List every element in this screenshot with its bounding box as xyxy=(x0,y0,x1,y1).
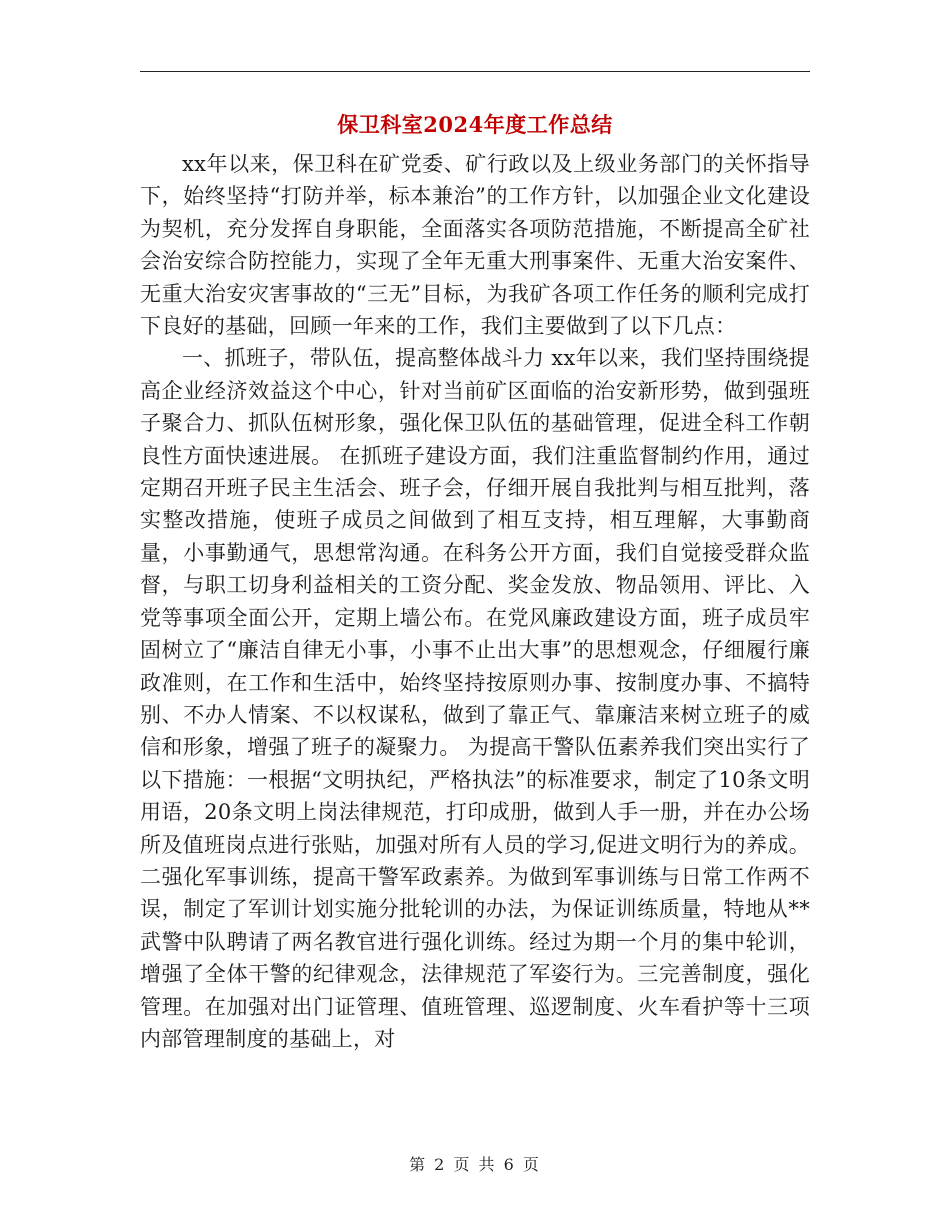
document-title: 保卫科室2024年度工作总结 xyxy=(337,112,613,137)
page-number: 第 2 页 共 6 页 xyxy=(409,1155,541,1174)
header-rule xyxy=(140,71,810,72)
paragraph-section-one: 一、抓班子，带队伍，提高整体战斗力 xx年以来，我们坚持围绕提高企业经济效益这个中心，针对当前矿区面临的治安新形势，做到强班子聚合力、抓队伍树形象，强化保卫队伍的基础管理，促进全科工作朝良性方面快速进展。 在抓班子建设方面，我们注重监督制约作用，通过定期召开班子民主生活会、班子会，仔细开展自我批判与相互批判，落实整改措施，使班子成员之间做到了相互支持，相互理解，大事勤商量，小事勤通气，思想常沟通。在科务公开方面，我们自觉接受群众监督，与职工切身利益相关的工资分配、奖金发放、物品领用、评比、入党等事项全面公开，定期上墙公布。在党风廉政建设方面，班子成员牢固树立了“廉洁自律无小事，小事不止出大事”的思想观念，仔细履行廉政准则，在工作和生活中，始终坚持按原则办事、按制度办事、不搞特别、不办人情案、不以权谋私，做到了靠正气、靠廉洁来树立班子的威信和形象，增强了班子的凝聚力。 为提高干警队伍素养我们突出实行了以下措施：一根据“文明执纪，严格执法”的标准要求，制定了10条文明用语，20条文明上岗法律规范，打印成册，做到人手一册，并在办公场所及值班岗点进行张贴，加强对所有人员的学习,促进文明行为的养成。二强化军事训练，提高干警军政素养。为做到军事训练与日常工作两不误，制定了军训计划实施分批轮训的办法，为保证训练质量，特地从**武警中队聘请了两名教官进行强化训练。经过为期一个月的集中轮训，增强了全体干警的纪律观念，法律规范了军姿行为。三完善制度，强化管理。在加强对出门证管理、值班管理、巡逻制度、火车看护等十三项内部管理制度的基础上，对 xyxy=(140,346,810,1051)
document-body xyxy=(140,148,810,1055)
paragraph-intro: xx年以来，保卫科在矿党委、矿行政以及上级业务部门的关怀指导下，始终坚持“打防并举，标本兼治”的工作方针，以加强企业文化建设为契机，充分发挥自身职能，全面落实各项防范措施，不断提高全矿社会治安综合防控能力，实现了全年无重大刑事案件、无重大治安案件、无重大治安灾害事故的“三无”目标，为我矿各项工作任务的顺利完成打下良好的基础，回顾一年来的工作，我们主要做到了以下几点： xyxy=(140,152,810,339)
